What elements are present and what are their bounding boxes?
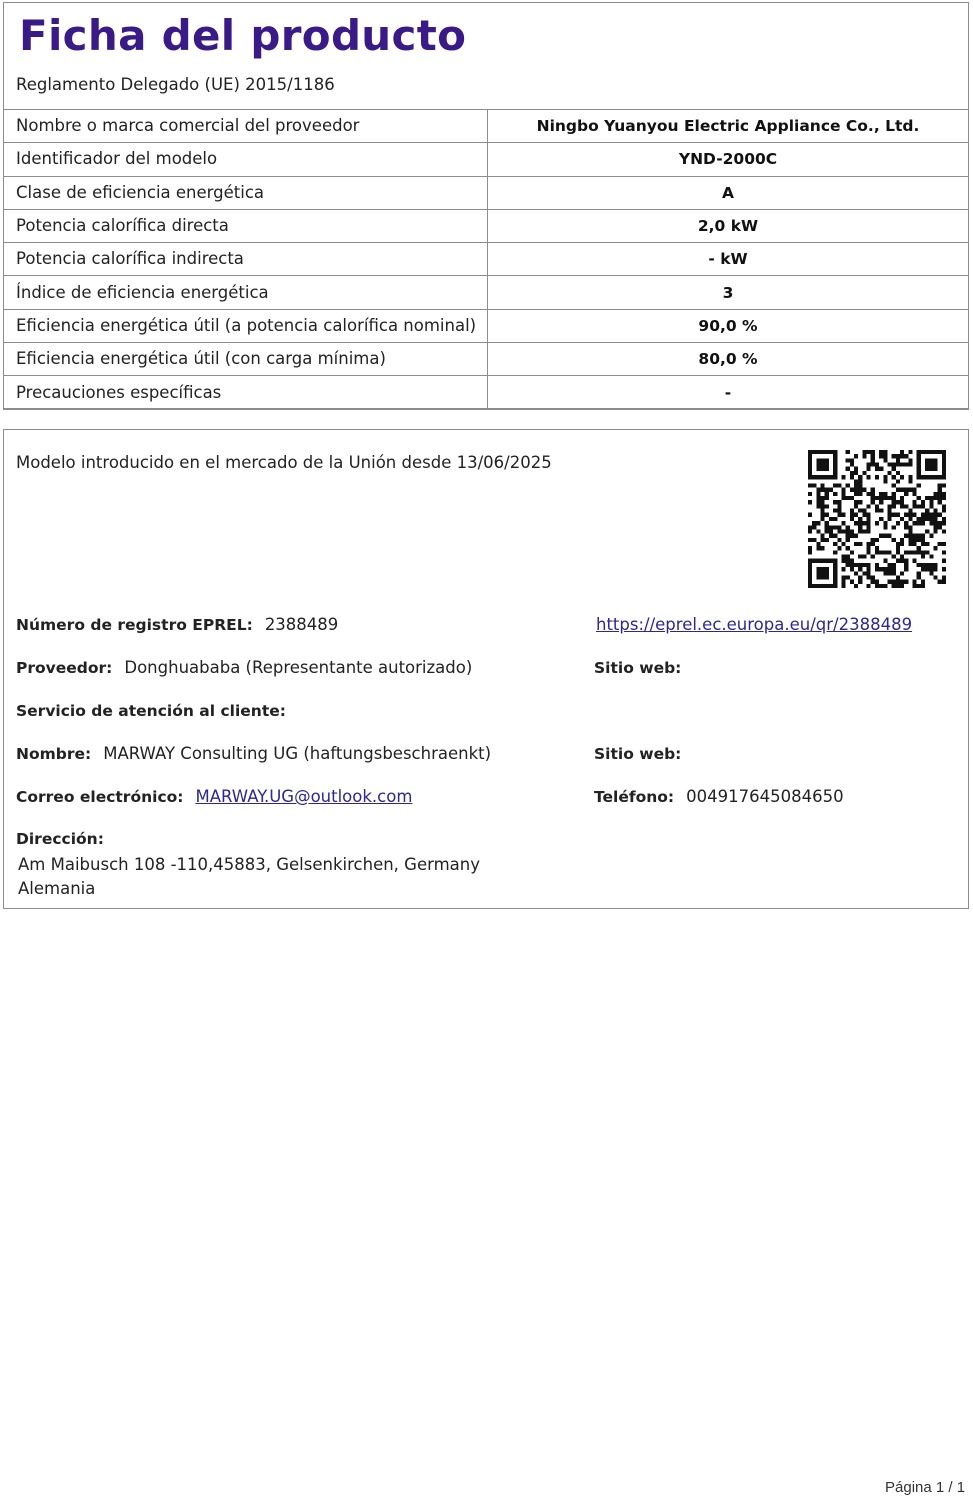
spec-label: Eficiencia energética útil (a potencia calorífica nominal) — [4, 309, 488, 342]
eprel-registration-label: Número de registro EPREL: — [16, 616, 253, 634]
spec-value: - — [488, 376, 969, 409]
spec-value: - kW — [488, 243, 969, 276]
product-sheet-header-panel — [3, 2, 969, 409]
spec-row — [4, 143, 969, 176]
customer-phone-row — [594, 785, 844, 809]
customer-name-label: Nombre: — [16, 745, 92, 763]
spec-row — [4, 376, 969, 409]
spec-label: Precauciones específicas — [4, 376, 488, 409]
spec-label: Identificador del modelo — [4, 143, 488, 176]
spec-label: Potencia calorífica indirecta — [4, 243, 488, 276]
customer-website-label: Sitio web: — [594, 745, 682, 763]
customer-address-line1: Am Maibusch 108 -110,45883, Gelsenkirchen, Germany — [18, 855, 480, 874]
spec-value: 90,0 % — [488, 309, 969, 342]
supplier-website-label: Sitio web: — [594, 659, 682, 677]
spec-row — [4, 176, 969, 209]
spec-row — [4, 343, 969, 376]
spec-label: Eficiencia energética útil (con carga mínima) — [4, 343, 488, 376]
eprel-url-link[interactable]: https://eprel.ec.europa.eu/qr/2388489 — [596, 615, 913, 634]
customer-name-value: MARWAY Consulting UG (haftungsbeschraenkt) — [103, 744, 492, 763]
page-title: Ficha del producto — [19, 11, 467, 60]
eprel-registration-row — [16, 613, 338, 637]
spec-row — [4, 209, 969, 242]
spec-label: Índice de eficiencia energética — [4, 276, 488, 309]
spec-row — [4, 309, 969, 342]
customer-service-name-row — [16, 742, 491, 766]
spec-value: YND-2000C — [488, 143, 969, 176]
customer-phone-label: Teléfono: — [594, 788, 675, 806]
spec-row — [4, 110, 969, 143]
spec-value: 2,0 kW — [488, 209, 969, 242]
supplier-info-panel — [3, 429, 969, 909]
spec-value: 80,0 % — [488, 343, 969, 376]
spec-label: Nombre o marca comercial del proveedor — [4, 110, 488, 143]
spec-value: A — [488, 176, 969, 209]
customer-phone-value: 004917645084650 — [686, 787, 844, 806]
spec-label: Potencia calorífica directa — [4, 209, 488, 242]
customer-address-line2: Alemania — [18, 879, 96, 898]
supplier-row — [16, 656, 472, 680]
supplier-label: Proveedor: — [16, 659, 113, 677]
eprel-registration-number: 2388489 — [264, 615, 339, 634]
supplier-value: Donghuababa (Representante autorizado) — [124, 658, 473, 677]
eprel-link-row — [596, 613, 912, 637]
spec-table — [3, 109, 969, 410]
customer-service-heading: Servicio de atención al cliente: — [16, 702, 286, 720]
spec-label: Clase de eficiencia energética — [4, 176, 488, 209]
regulation-reference: Reglamento Delegado (UE) 2015/1186 — [16, 75, 335, 94]
customer-address-label: Dirección: — [16, 830, 104, 848]
spec-value: 3 — [488, 276, 969, 309]
market-intro-text: Modelo introducido en el mercado de la Unión desde 13/06/2025 — [16, 453, 552, 472]
page-number: Página 1 / 1 — [885, 1479, 966, 1496]
qr-code-icon[interactable] — [808, 450, 946, 588]
spec-value: Ningbo Yuanyou Electric Appliance Co., Ltd. — [488, 110, 969, 143]
spec-row — [4, 243, 969, 276]
customer-email-label: Correo electrónico: — [16, 788, 184, 806]
customer-email-row — [16, 785, 412, 809]
customer-email-link[interactable]: MARWAY.UG@outlook.com — [195, 787, 413, 806]
spec-row — [4, 276, 969, 309]
